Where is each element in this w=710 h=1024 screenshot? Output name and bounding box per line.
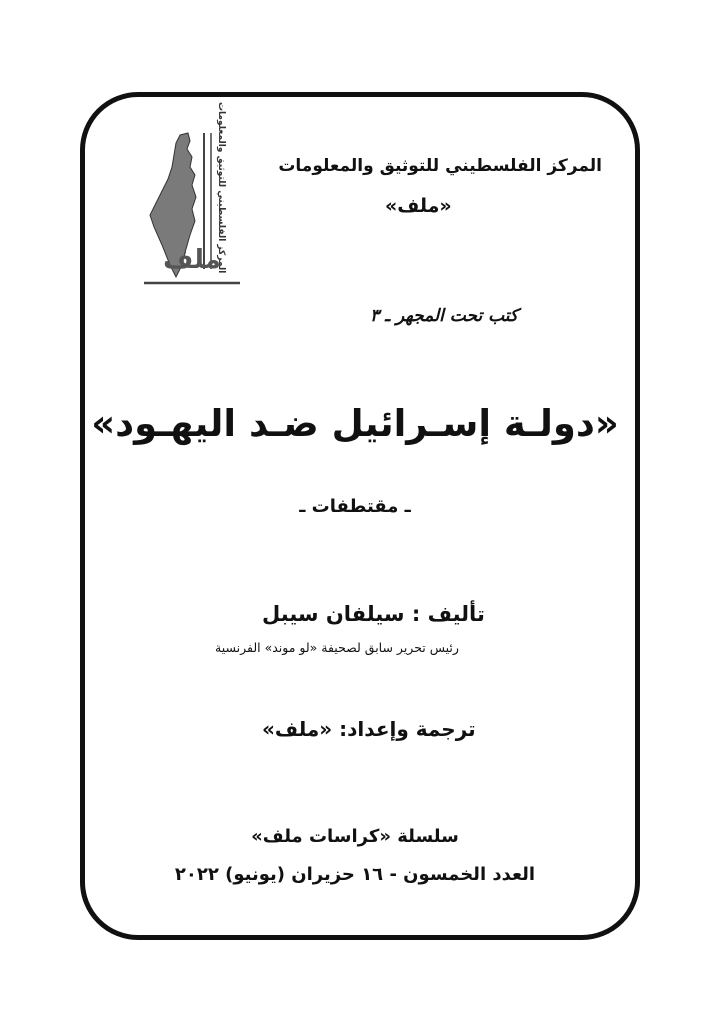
translation-credit: ترجمة وإعداد: «ملف» <box>262 717 476 741</box>
issue-line: العدد الخمسون - ١٦ حزيران (يونيو) ٢٠٢٢ <box>174 864 536 885</box>
page-title: «دولـة إسـرائيل ضـد اليهـود» <box>91 402 619 445</box>
author-description: رئيس تحرير سابق لصحيفة «لو موند» الفرنسية <box>215 640 459 655</box>
logo-wordmark: ملف <box>163 245 221 275</box>
series-name: سلسلة «كراسات ملف» <box>251 826 459 847</box>
logo <box>140 101 245 289</box>
author-line: تأليف : سيلفان سيبل <box>262 602 485 626</box>
org-abbreviation: «ملف» <box>385 195 452 217</box>
org-name: المركز الفلسطيني للتوثيق والمعلومات <box>278 156 602 176</box>
logo-vertical-text: المركز الفلسطيني للتوثيق والمعلومات <box>216 101 226 273</box>
subtitle: ـ مقتطفات ـ <box>299 496 411 517</box>
series-line: كتب تحت المجهر ـ ٣ <box>370 306 519 326</box>
